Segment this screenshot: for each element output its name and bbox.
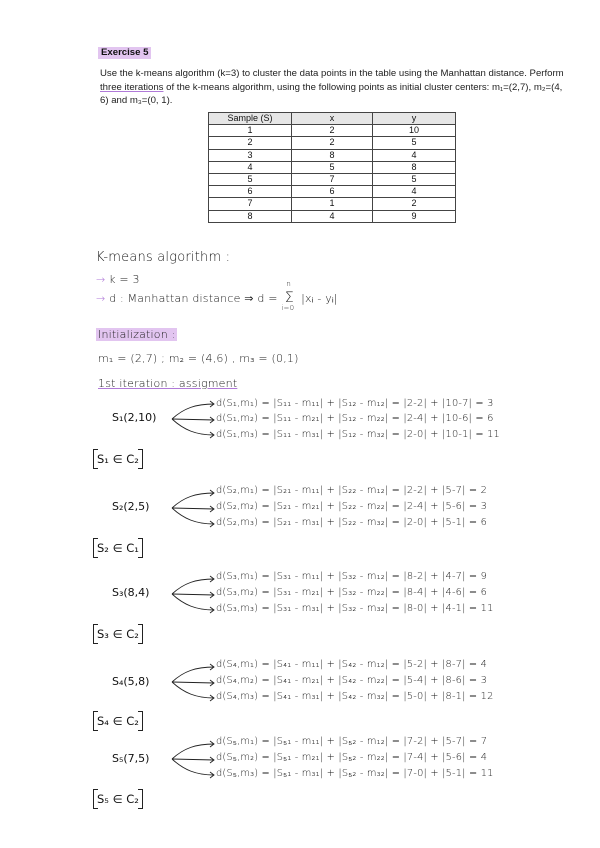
table-cell: 4 <box>373 186 456 198</box>
table-cell: 2 <box>292 125 373 137</box>
table-cell: 4 <box>292 210 373 222</box>
table-cell: 2 <box>292 137 373 149</box>
distance-name: d : Manhattan distance <box>109 292 241 305</box>
sigma: Σ <box>284 290 294 306</box>
sum-lower: i=0 <box>281 304 295 312</box>
k-value: k = 3 <box>109 273 140 286</box>
distance-line: d(S₂,m₃) = |S₂₁ - m₃₁| + |S₂₂ - m₃₂| = |2-0| + |5-1| = 6 <box>216 517 488 528</box>
distance-line: d(S₅,m₁) = |S₅₁ - m₁₁| + |S₅₂ - m₁₂| = |7-2| + |5-7| = 7 <box>216 736 488 747</box>
notes-heading: K-means algorithm : <box>96 250 231 265</box>
table-cell: 4 <box>209 161 292 173</box>
table-row <box>209 186 456 198</box>
sample-label: S₅(7,5) <box>112 752 150 765</box>
table-cell: 6 <box>292 186 373 198</box>
data-table <box>208 112 456 223</box>
table-cell: 6 <box>209 186 292 198</box>
table-cell: 3 <box>209 149 292 161</box>
table-cell: 5 <box>209 173 292 185</box>
sample-label: S₂(2,5) <box>112 500 150 513</box>
sample-label: S₄(5,8) <box>112 675 150 688</box>
distance-line: d(S₁,m₂) = |S₁₁ - m₂₁| + |S₁₂ - m₂₂| = |2-4| + |10-6| = 6 <box>216 413 494 424</box>
table-cell: 7 <box>292 173 373 185</box>
brace-arrows <box>170 740 216 780</box>
exercise-title: Exercise 5 <box>98 47 151 59</box>
col-header-sample: Sample (S) <box>209 113 292 125</box>
distance-formula-lhs: d = <box>257 292 278 305</box>
brace-arrows <box>170 489 216 529</box>
sum-upper: n <box>286 280 292 288</box>
distance-formula-rhs: |xᵢ - yᵢ| <box>301 292 338 305</box>
table-cell: 8 <box>292 149 373 161</box>
table-row <box>209 125 456 137</box>
col-header-x: x <box>292 113 373 125</box>
assignment-box: S₂ ∈ C₁ <box>93 540 143 556</box>
distance-line: d(S₅,m₃) = |S₅₁ - m₃₁| + |S₅₂ - m₃₂| = |7-0| + |5-1| = 11 <box>216 768 494 779</box>
brace-arrows <box>170 575 216 615</box>
distance-line: d(S₅,m₂) = |S₅₁ - m₂₁| + |S₅₂ - m₂₂| = |7-4| + |5-6| = 4 <box>216 752 488 763</box>
table-row <box>209 198 456 210</box>
exercise-statement <box>100 67 570 108</box>
distance-line: d(S₃,m₁) = |S₃₁ - m₁₁| + |S₃₂ - m₁₂| = |8-2| + |4-7| = 9 <box>216 571 488 582</box>
table-row <box>209 149 456 161</box>
sum-symbol <box>281 280 297 312</box>
table-cell: 1 <box>209 125 292 137</box>
table-cell: 1 <box>292 198 373 210</box>
table-row <box>209 137 456 149</box>
distance-line: d(S₁,m₃) = |S₁₁ - m₃₁| + |S₁₂ - m₃₂| = |2-0| + |10-1| = 11 <box>216 429 500 440</box>
assignment-box: S₅ ∈ C₂ <box>93 791 143 807</box>
assignment-box: S₁ ∈ C₂ <box>93 451 143 467</box>
assignment-box: S₃ ∈ C₂ <box>93 626 143 642</box>
table-cell: 2 <box>209 137 292 149</box>
table-cell: 8 <box>373 161 456 173</box>
arrow-right-icon: → <box>96 273 106 286</box>
distance-line: d(S₄,m₃) = |S₄₁ - m₃₁| + |S₄₂ - m₃₂| = |5-0| + |8-1| = 12 <box>216 691 494 702</box>
sample-label: S₃(8,4) <box>112 586 150 599</box>
table-cell: 5 <box>292 161 373 173</box>
table-cell: 10 <box>373 125 456 137</box>
brace-arrows <box>170 400 216 440</box>
arrow-right-icon: → <box>96 292 106 305</box>
table-cell: 7 <box>209 198 292 210</box>
distance-line: d(S₄,m₂) = |S₄₁ - m₂₁| + |S₄₂ - m₂₂| = |5-4| + |8-6| = 3 <box>216 675 488 686</box>
distance-line: d(S₄,m₁) = |S₄₁ - m₁₁| + |S₄₂ - m₁₂| = |5-2| + |8-7| = 4 <box>216 659 488 670</box>
implies-arrow-icon: ⇒ <box>244 292 254 305</box>
k-line <box>96 273 140 286</box>
brace-arrows <box>170 663 216 703</box>
iteration-heading <box>98 377 237 390</box>
iteration-heading-text: 1st iteration : assigment <box>98 377 238 390</box>
statement-part-2: of the k-means algorithm, using the following points as initial cluster centers: m₁=(2,7), m₂=(4, 6) and m₃=(0, 1). <box>100 81 563 106</box>
table-cell: 2 <box>373 198 456 210</box>
distance-line: d(S₃,m₂) = |S₃₁ - m₂₁| + |S₃₂ - m₂₂| = |8-4| + |4-6| = 6 <box>216 587 488 598</box>
table-header-row <box>209 113 456 125</box>
statement-part-1: Use the k-means algorithm (k=3) to cluster the data points in the table using the Manhattan distance. Perform <box>100 68 564 79</box>
table-cell: 4 <box>373 149 456 161</box>
sample-label: S₁(2,10) <box>112 411 157 424</box>
distance-line: d(S₃,m₃) = |S₃₁ - m₃₁| + |S₃₂ - m₃₂| = |8-0| + |4-1| = 11 <box>216 603 494 614</box>
statement-underlined: three iterations <box>100 81 164 93</box>
distance-line: d(S₂,m₁) = |S₂₁ - m₁₁| + |S₂₂ - m₁₂| = |2-2| + |5-7| = 2 <box>216 485 488 496</box>
table-cell: 9 <box>373 210 456 222</box>
distance-line <box>96 280 338 312</box>
table-cell: 8 <box>209 210 292 222</box>
table-row <box>209 210 456 222</box>
table-row <box>209 173 456 185</box>
init-heading-text: Initialization : <box>98 328 176 341</box>
init-heading <box>96 328 177 341</box>
assignment-box: S₄ ∈ C₂ <box>93 713 143 729</box>
table-cell: 5 <box>373 137 456 149</box>
distance-line: d(S₁,m₁) = |S₁₁ - m₁₁| + |S₁₂ - m₁₂| = |2-2| + |10-7| = 3 <box>216 398 494 409</box>
col-header-y: y <box>373 113 456 125</box>
init-values: m₁ = (2,7) ; m₂ = (4,6) , m₃ = (0,1) <box>98 352 299 365</box>
table-cell: 5 <box>373 173 456 185</box>
table-row <box>209 161 456 173</box>
distance-line: d(S₂,m₂) = |S₂₁ - m₂₁| + |S₂₂ - m₂₂| = |2-4| + |5-6| = 3 <box>216 501 488 512</box>
